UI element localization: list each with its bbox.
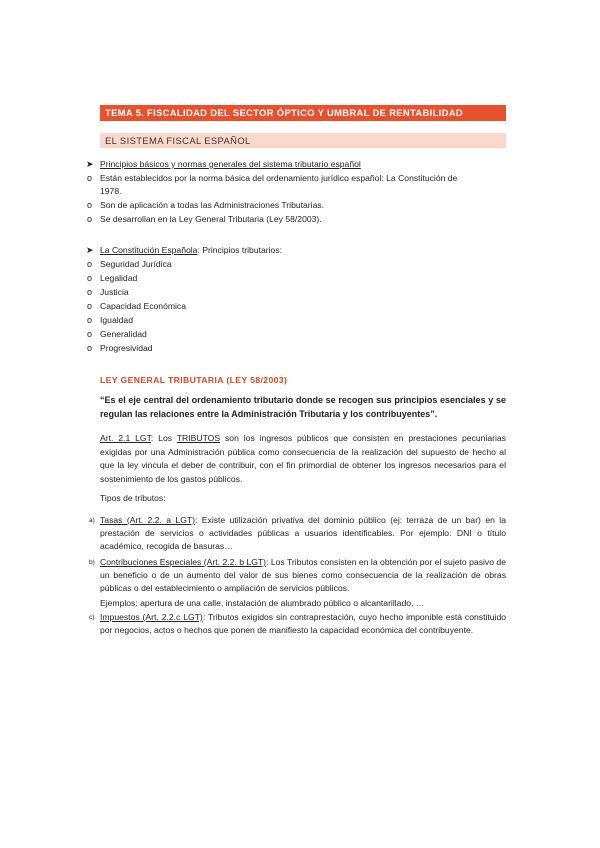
tributo-impuestos	[100, 611, 506, 637]
lgt-quote: “Es el eje central del ordenamiento tributario donde se recogen sus principios esenciales y se regulan las relaciones entre la Administración Tributaria y los contribuyentes”.	[100, 395, 506, 419]
list-item: Progresividad	[100, 343, 153, 353]
tributo-name: Tasas	[100, 515, 123, 525]
list-item: Justicia	[100, 287, 129, 297]
tributo-tasas	[100, 514, 506, 554]
lgt-heading: LEY GENERAL TRIBUTARIA (LEY 58/2003)	[100, 375, 288, 385]
list-item: Capacidad Económica	[100, 301, 186, 311]
constitucion-heading-rest: : Principios tributarios:	[197, 245, 283, 255]
list-item: Generalidad	[100, 329, 147, 339]
circle-bullet-icon: o	[87, 273, 93, 283]
list-item: Están establecidos por la norma básica del ordenamiento jurídico español: La Constitución de	[100, 173, 458, 183]
tributo-text: : Los Tributos consisten en la obtención por el sujeto pasivo de un beneficio o de un aumento del valor de sus bienes como consecuencia de la realización de obras públicas o del establecimiento o ampliación de servicios públicos.	[100, 557, 506, 594]
list-item-continuation: 1978.	[100, 186, 122, 196]
tributo-text: : Existe utilización privativa del dominio público (ej: terraza de un bar) en la prestación de servicios o actividades públicas a usuarios identificables. Por ejemplo: DNI o título académico, recogida de basuras…	[100, 515, 506, 552]
article-paragraph	[100, 432, 506, 486]
circle-bullet-icon: o	[87, 214, 93, 224]
constitucion-link: La Constitución Española	[100, 245, 198, 255]
tipos-heading: Tipos de tributos:	[100, 493, 166, 503]
tributo-text: : Tributos exigidos sin contraprestación, cuyo hecho imponible está constituido por negocios, actos o hechos que ponen de manifiesto la capacidad económica del contribuyente.	[100, 612, 507, 636]
tributo-ref: (Art. 2.2. a LGT)	[122, 515, 196, 525]
section-heading: EL SISTEMA FISCAL ESPAÑOL	[100, 133, 506, 148]
circle-bullet-icon: o	[87, 343, 93, 353]
list-item: Igualdad	[100, 315, 133, 325]
tributo-ref: (Art. 2.2.c LGT)	[139, 612, 203, 622]
tributo-name: Contribuciones Especiales	[100, 557, 202, 567]
circle-bullet-icon: o	[87, 200, 93, 210]
article-reference: Art. 2.1 LGT	[100, 433, 151, 443]
tributo-contribuciones	[100, 556, 506, 596]
list-marker: a)	[89, 517, 95, 524]
principios-heading: Principios básicos y normas generales del sistema tributario español	[100, 159, 361, 169]
list-marker: b)	[89, 559, 95, 566]
article-text: son los ingresos públicos que consisten en prestaciones pecuniarias exigidas por una Administración pública como consecuencia de la realización del supuesto de hecho al que la ley vincula el deber de contribuir, con el fin primordial de obtener los ingresos necesarios para el sostenimiento de los gastos públicos.	[100, 433, 506, 484]
list-item: Se desarrollan en la Ley General Tributaria (Ley 58/2003).	[100, 214, 322, 224]
tributo-ref: (Art. 2.2. b LGT)	[201, 557, 267, 567]
list-item: Legalidad	[100, 273, 138, 283]
circle-bullet-icon: o	[87, 329, 93, 339]
circle-bullet-icon: o	[87, 315, 93, 325]
circle-bullet-icon: o	[87, 173, 93, 183]
list-item: Seguridad Jurídica	[100, 259, 172, 269]
tributo-example: Ejemplos: apertura de una calle, instalación de alumbrado público o alcantarillado, …	[100, 598, 425, 608]
document-title: TEMA 5. FISCALIDAD DEL SECTOR ÓPTICO Y UMBRAL DE RENTABILIDAD	[100, 105, 506, 121]
circle-bullet-icon: o	[87, 301, 93, 311]
circle-bullet-icon: o	[87, 259, 93, 269]
arrow-bullet-icon: ➤	[86, 245, 94, 255]
arrow-bullet-icon: ➤	[86, 159, 94, 169]
tributo-name: Impuestos	[100, 612, 140, 622]
constitucion-heading	[100, 244, 282, 257]
list-marker: c)	[89, 614, 95, 621]
list-item: Son de aplicación a todas las Administraciones Tributarias.	[100, 200, 325, 210]
circle-bullet-icon: o	[87, 287, 93, 297]
tributos-term: TRIBUTOS	[176, 433, 221, 443]
article-separator: : Los	[150, 433, 177, 443]
